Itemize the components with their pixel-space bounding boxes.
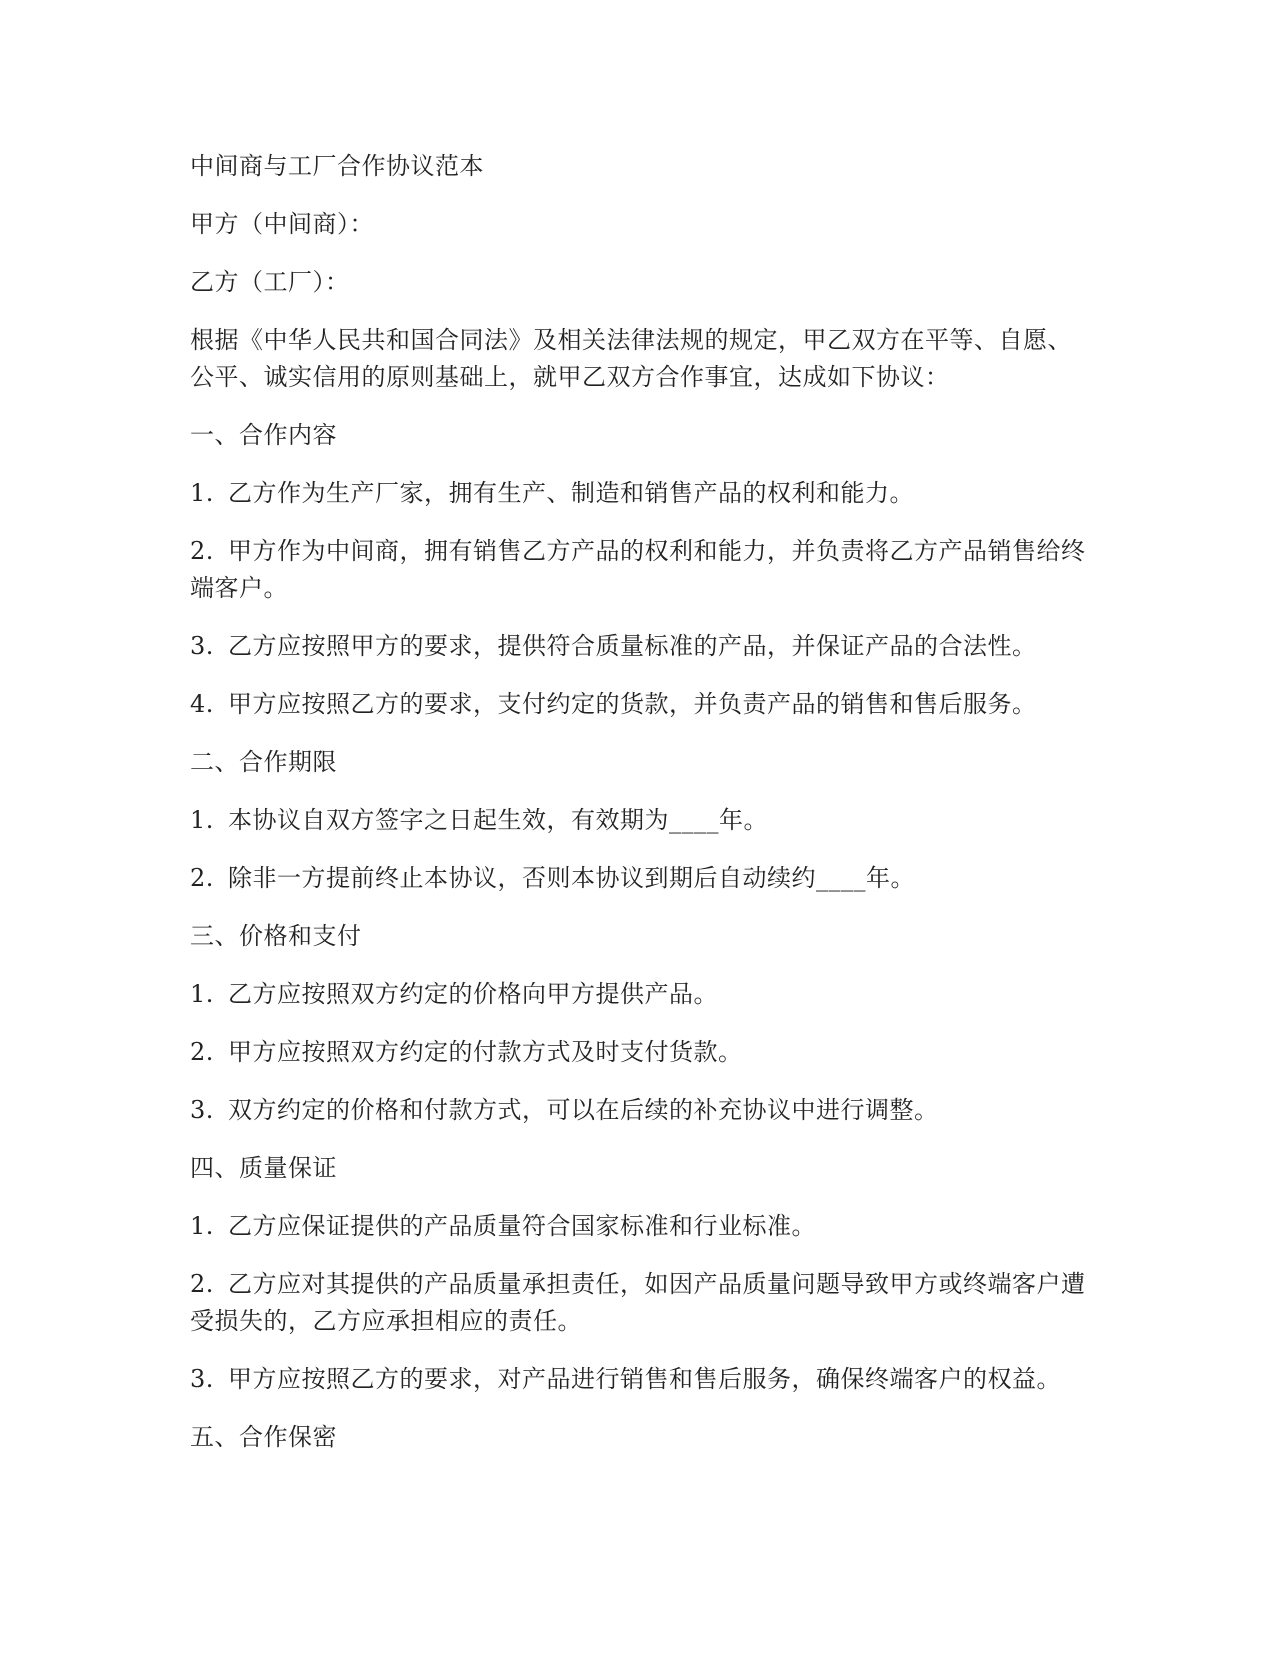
section-heading: 五、合作保密 [190, 1423, 337, 1451]
section-heading: 一、合作内容 [190, 421, 337, 449]
clause-text: 双方约定的价格和付款方式，可以在后续的补充协议中进行调整。 [228, 1096, 939, 1124]
clause-item [190, 686, 1090, 723]
clause-item [190, 976, 1090, 1013]
clause-number: 4. [190, 690, 214, 718]
clause-text: 乙方应保证提供的产品质量符合国家标准和行业标准。 [228, 1212, 816, 1240]
clause-text: 乙方应按照甲方的要求，提供符合质量标准的产品，并保证产品的合法性。 [228, 632, 1037, 660]
clause-number: 1. [190, 479, 214, 507]
section-heading: 四、质量保证 [190, 1154, 337, 1182]
clause-number: 3. [190, 1096, 214, 1124]
clause-text: 乙方应对其提供的产品质量承担责任，如因产品质量问题导致甲方或终端客户遭受损失的，乙方应承担相应的责任。 [190, 1270, 1086, 1335]
clause-number: 1. [190, 1212, 214, 1240]
clause-text: 甲方应按照双方约定的付款方式及时支付货款。 [228, 1038, 743, 1066]
clause-item [190, 1361, 1090, 1398]
section-heading: 二、合作期限 [190, 748, 337, 776]
party-a-line: 甲方（中间商）： [190, 210, 374, 238]
clause-item [190, 1266, 1090, 1340]
document-page [190, 148, 1090, 1477]
clause-item [190, 1092, 1090, 1129]
clause-item [190, 628, 1090, 665]
preamble-paragraph: 根据《中华人民共和国合同法》及相关法律法规的规定，甲乙双方在平等、自愿、公平、诚实信用的原则基础上，就甲乙双方合作事宜，达成如下协议： [190, 326, 1072, 391]
clause-number: 2. [190, 1038, 214, 1066]
party-b-line: 乙方（工厂）： [190, 268, 350, 296]
clause-item [190, 533, 1090, 607]
clause-text: 乙方应按照双方约定的价格向甲方提供产品。 [228, 980, 718, 1008]
clause-text: 本协议自双方签字之日起生效，有效期为____年。 [228, 806, 768, 834]
clause-item [190, 1208, 1090, 1245]
clause-number: 2. [190, 864, 214, 892]
section-heading: 三、价格和支付 [190, 922, 362, 950]
clause-text: 甲方作为中间商，拥有销售乙方产品的权利和能力，并负责将乙方产品销售给终端客户。 [190, 537, 1086, 602]
clause-text: 乙方作为生产厂家，拥有生产、制造和销售产品的权利和能力。 [228, 479, 914, 507]
clause-item [190, 475, 1090, 512]
clause-text: 除非一方提前终止本协议，否则本协议到期后自动续约____年。 [228, 864, 915, 892]
document-title: 中间商与工厂合作协议范本 [190, 152, 484, 180]
clause-number: 1. [190, 806, 214, 834]
clause-item [190, 1034, 1090, 1071]
clause-item [190, 860, 1090, 897]
clause-text: 甲方应按照乙方的要求，支付约定的货款，并负责产品的销售和售后服务。 [228, 690, 1037, 718]
clause-number: 1. [190, 980, 214, 1008]
clause-text: 甲方应按照乙方的要求，对产品进行销售和售后服务，确保终端客户的权益。 [228, 1365, 1061, 1393]
clause-item [190, 802, 1090, 839]
clause-number: 2. [190, 1270, 214, 1298]
clause-number: 3. [190, 1365, 214, 1393]
clause-number: 3. [190, 632, 214, 660]
clause-number: 2. [190, 537, 214, 565]
